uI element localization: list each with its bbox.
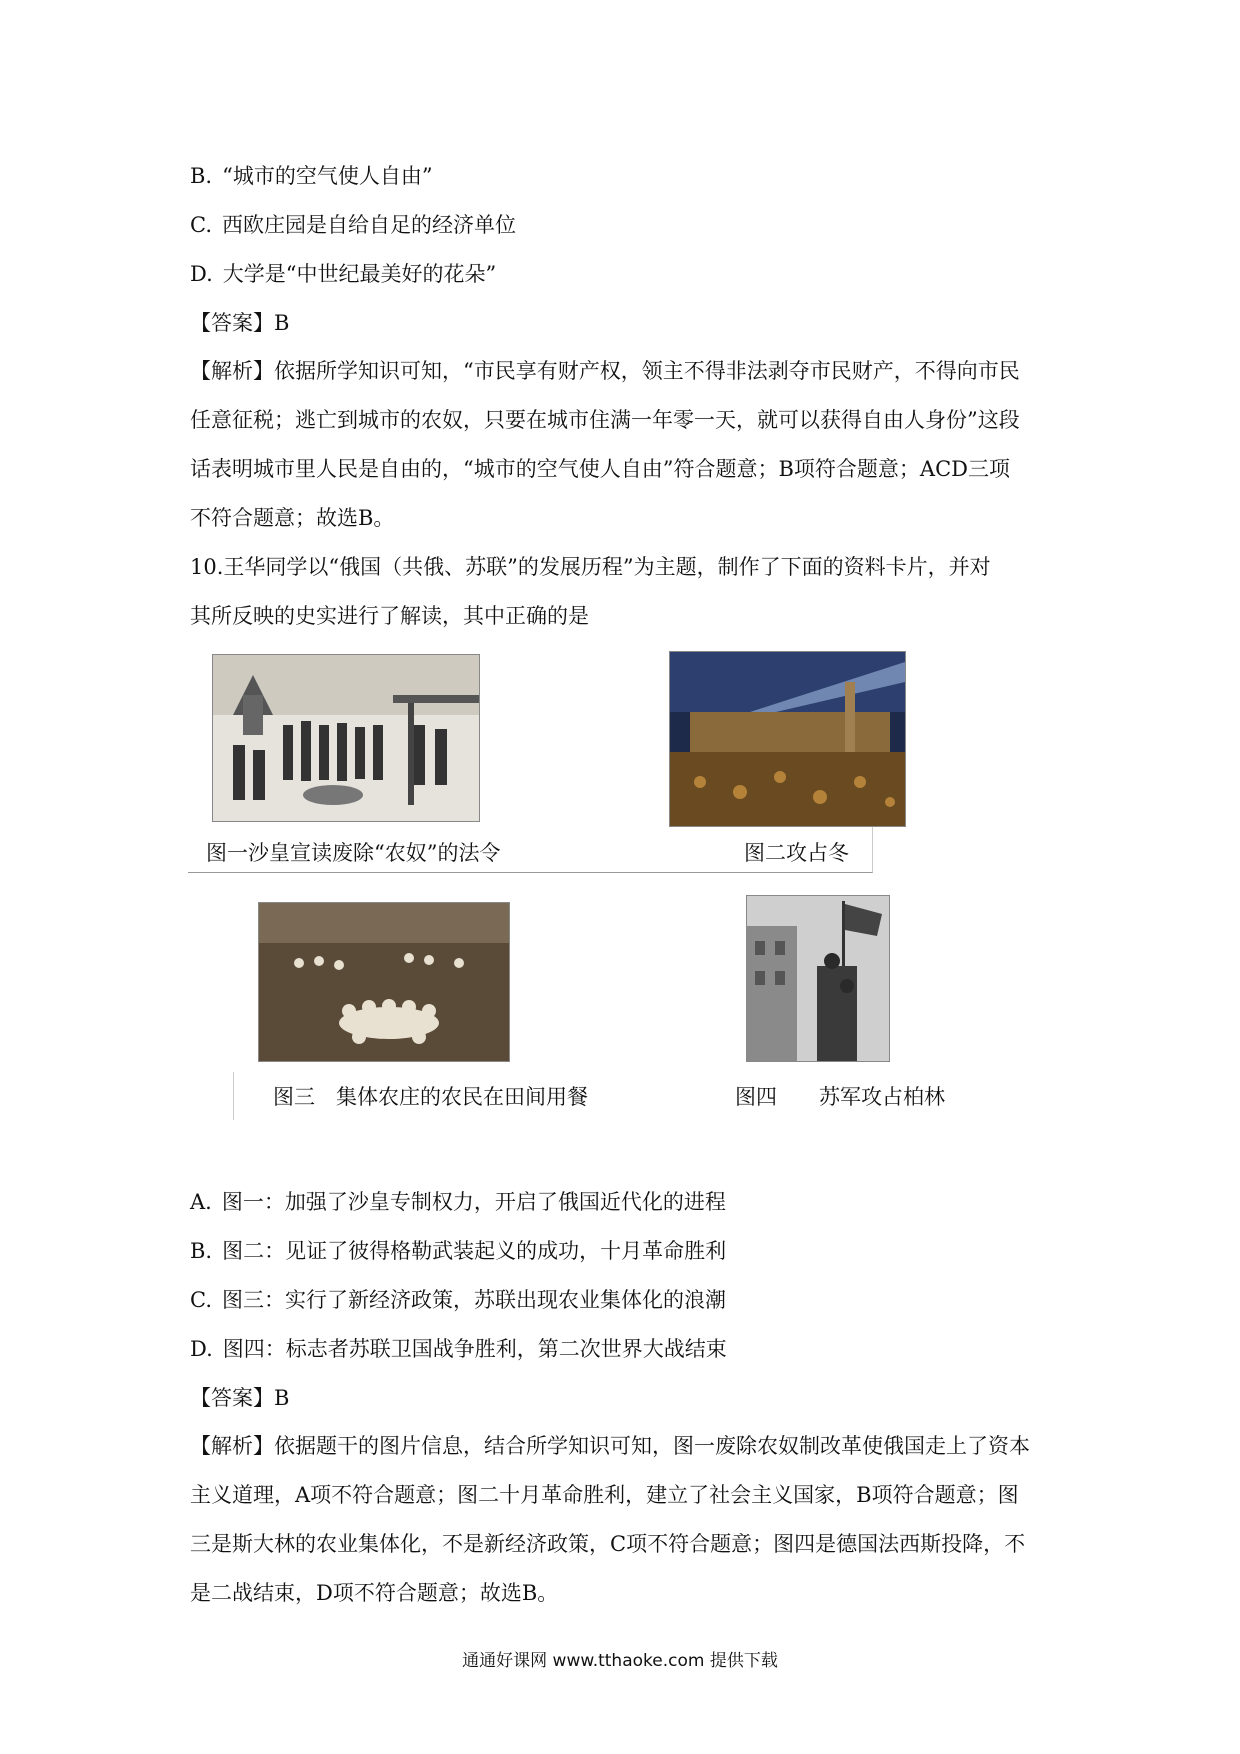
figure-3-image xyxy=(258,902,510,1062)
option-text: 西欧庄园是自给自足的经济单位 xyxy=(222,213,516,237)
figure-3-caption: 图三 集体农庄的农民在田间用餐 xyxy=(273,1085,588,1109)
analysis-line: 任意征税；逃亡到城市的农奴，只要在城市住满一年零一天，就可以获得自由人身份”这段 xyxy=(190,408,1020,432)
option-text: 图三：实行了新经济政策，苏联出现农业集体化的浪潮 xyxy=(222,1288,726,1312)
analysis-line: 不符合题意；故选B。 xyxy=(190,506,395,530)
option-label: C. xyxy=(190,1288,212,1312)
q9-answer: 【答案】B xyxy=(190,311,290,335)
option-text: “城市的空气使人自由” xyxy=(222,164,433,188)
page-footer: 通通好课网 www.tthaoke.com 提供下载 xyxy=(462,1651,778,1671)
figure-card-divider xyxy=(233,1072,234,1120)
q10-analysis xyxy=(190,1422,1060,1618)
q9-option-d xyxy=(190,259,496,289)
option-label: B. xyxy=(190,164,213,188)
q9-option-c xyxy=(190,210,516,240)
figure-1-caption: 图一沙皇宣读废除“农奴”的法令 xyxy=(206,841,501,865)
stem-line: 其所反映的史实进行了解读，其中正确的是 xyxy=(190,604,589,628)
figure-4-image xyxy=(746,895,890,1062)
option-text: 图一：加强了沙皇专制权力，开启了俄国近代化的进程 xyxy=(221,1190,726,1214)
q10-stem xyxy=(190,543,1060,641)
q10-option-a xyxy=(190,1187,726,1217)
analysis-line: 【解析】依据题干的图片信息，结合所学知识可知，图一废除农奴制改革使俄国走上了资本 xyxy=(190,1434,1030,1458)
option-label: C. xyxy=(190,213,212,237)
analysis-line: 话表明城市里人民是自由的，“城市的空气使人自由”符合题意；B项符合题意；ACD三项 xyxy=(190,457,1010,481)
option-label: B. xyxy=(190,1239,213,1263)
figure-2-image xyxy=(669,651,906,827)
option-label: D. xyxy=(190,262,213,286)
analysis-line: 是二战结束，D项不符合题意；故选B。 xyxy=(190,1581,559,1605)
option-text: 图二：见证了彼得格勒武装起义的成功，十月革命胜利 xyxy=(222,1239,727,1263)
figure-4-caption: 图四 苏军攻占柏林 xyxy=(735,1085,945,1109)
figure-2-caption: 图二攻占冬 xyxy=(744,841,849,865)
option-label: A. xyxy=(190,1190,212,1214)
q10-option-b xyxy=(190,1236,726,1266)
q10-answer: 【答案】B xyxy=(190,1386,290,1410)
q10-option-d xyxy=(190,1334,727,1364)
q9-analysis xyxy=(190,347,1060,543)
analysis-line: 主义道理，A项不符合题意；图二十月革命胜利，建立了社会主义国家，B项符合题意；图 xyxy=(190,1483,1019,1507)
analysis-line: 三是斯大林的农业集体化，不是新经济政策，C项不符合题意；图四是德国法西斯投降，不 xyxy=(190,1532,1026,1556)
q9-option-b xyxy=(190,161,433,191)
option-text: 大学是“中世纪最美好的花朵” xyxy=(222,262,497,286)
analysis-line: 【解析】依据所学知识可知，“市民享有财产权，领主不得非法剥夺市民财产，不得向市民 xyxy=(190,359,1020,383)
figure-1-image xyxy=(212,654,480,822)
q10-option-c xyxy=(190,1285,726,1315)
stem-line: 10.王华同学以“俄国（共俄、苏联”的发展历程”为主题，制作了下面的资料卡片，并对 xyxy=(190,555,991,579)
option-label: D. xyxy=(190,1337,213,1361)
option-text: 图四：标志者苏联卫国战争胜利，第二次世界大战结束 xyxy=(222,1337,727,1361)
